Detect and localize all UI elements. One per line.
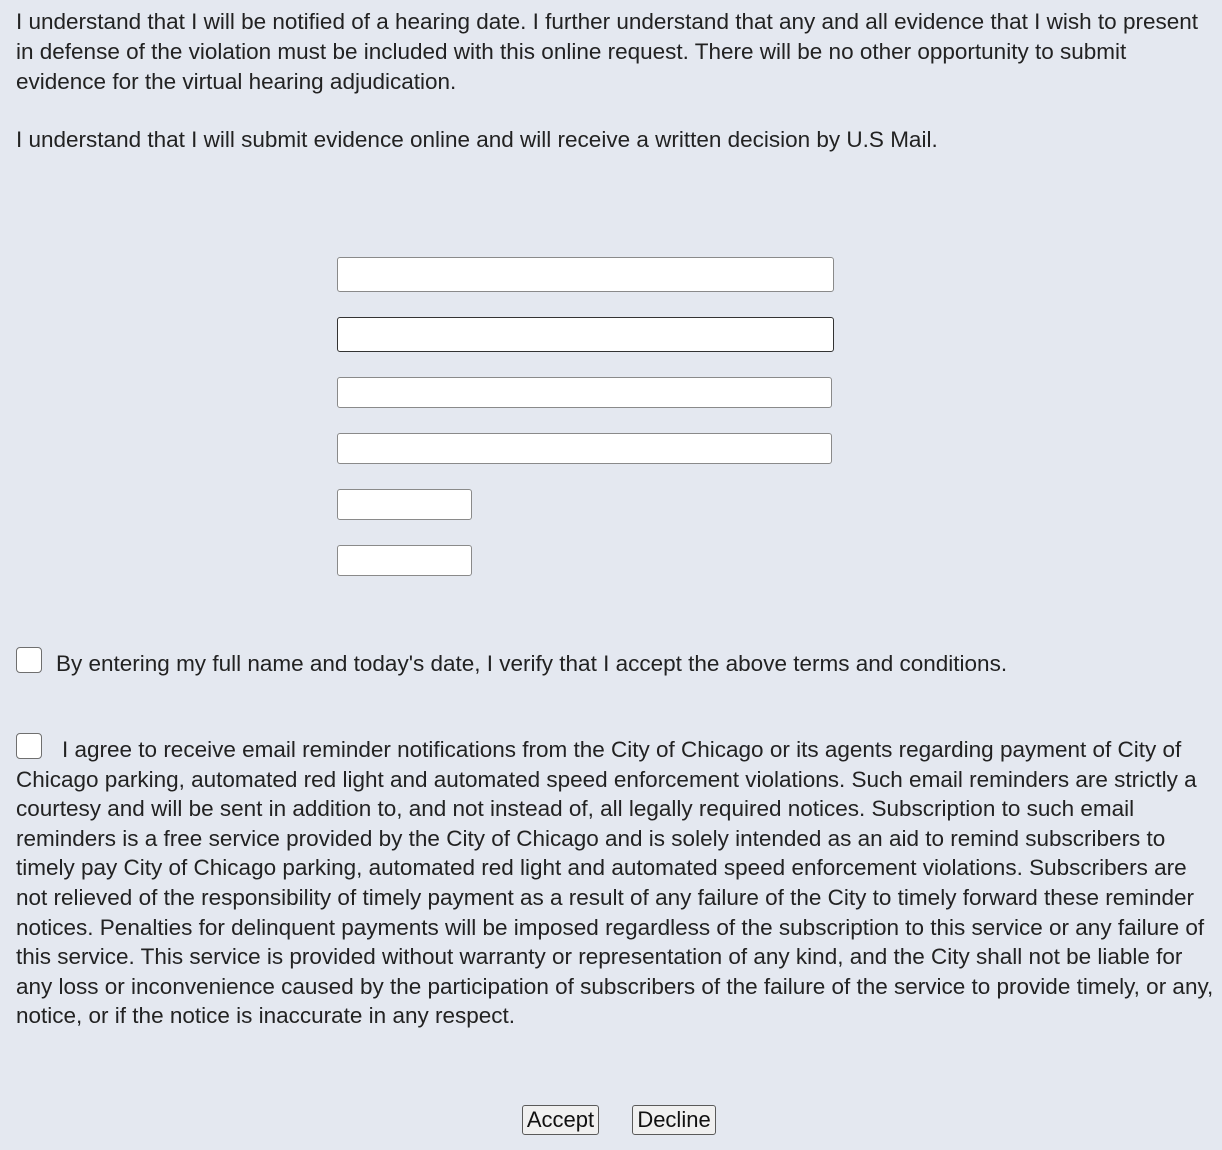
last-name-input[interactable] [337, 317, 834, 352]
intro-paragraph-us-mail: I understand that I will submit evidence online and will receive a written decision by U.S Mail. [16, 127, 938, 152]
mobile-phone-input[interactable] [337, 489, 472, 520]
intro-paragraph-notification: I understand that I will be notified of a hearing date. I further understand that any and all evidence that I wish to present in defense of the violation must be included with this online request. There will be no other opportunity to submit evidence for the virtual hearing adjudication. [16, 9, 1198, 94]
accept-terms-checkbox[interactable] [16, 647, 42, 673]
accept-terms-label: By entering my full name and today's date, I verify that I accept the above terms and conditions. [56, 651, 1008, 676]
first-name-input[interactable] [337, 257, 834, 292]
reenter-email-input[interactable] [337, 433, 832, 464]
decline-button[interactable]: Decline [632, 1105, 716, 1135]
email-input[interactable] [337, 377, 832, 408]
accept-button[interactable]: Accept [522, 1105, 599, 1135]
date-input[interactable] [337, 545, 472, 576]
email-reminder-label: I agree to receive email reminder notifications from the City of Chicago or its agents regarding payment of City of Chicago parking, automated red light and automated speed enforcement violations. Such email reminders are strictly a courtesy and will be sent in addition to, and not instead of, all legally required notices. Subscription to such email reminders is a free service provided by the City of Chicago and is solely intended as an aid to remind subscribers to timely pay City of Chicago parking, automated red light and automated speed enforcement violations. Subscribers are not relieved of the responsibility of timely payment as a result of any failure of the City to timely forward these reminder notices. Penalties for delinquent payments will be imposed regardless of the subscription to this service or any failure of this service. This service is provided without warranty or representation of any kind, and the City shall not be liable for any loss or inconvenience caused by the participation of subscribers of the failure of the service to provide timely, or any, notice, or if the notice is inaccurate in any respect. [16, 737, 1214, 1029]
